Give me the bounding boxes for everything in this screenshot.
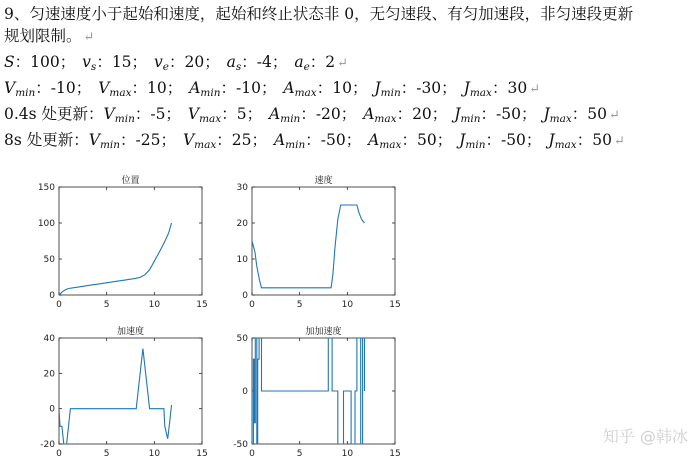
param-value: ：-25； xyxy=(120,131,176,149)
paragraph-mark-icon: ↵ xyxy=(83,30,95,45)
series-line xyxy=(59,223,172,295)
y-tick-label: 20 xyxy=(43,369,55,380)
x-tick-label: 5 xyxy=(103,449,110,459)
y-tick-label: 0 xyxy=(49,291,55,301)
param-subscript: min xyxy=(285,139,306,151)
param-subscript: max xyxy=(199,113,222,125)
paragraph-mark-icon: ↵ xyxy=(337,56,349,71)
param-value: ：20； xyxy=(168,53,220,71)
x-tick-label: 10 xyxy=(148,449,161,459)
param-subscript: max xyxy=(109,87,132,99)
param-value: ：10； xyxy=(316,79,368,97)
param-value: ：50 xyxy=(571,105,608,123)
param-subscript: max xyxy=(469,87,492,99)
param-subscript: max xyxy=(379,139,402,151)
param-symbol: A xyxy=(269,105,281,123)
series-line xyxy=(59,349,172,444)
param-symbol: J xyxy=(463,79,470,97)
param-symbol: A xyxy=(283,79,295,97)
param-symbol: v xyxy=(82,53,91,71)
x-tick-label: 5 xyxy=(296,300,303,310)
x-tick-label: 15 xyxy=(389,300,401,310)
param-symbol: S xyxy=(4,53,15,71)
param-symbol: V xyxy=(187,105,200,123)
param-value: ：-10； xyxy=(220,79,277,97)
param-subscript: s xyxy=(235,61,242,73)
param-subscript: min xyxy=(114,113,135,125)
param-symbol: A xyxy=(368,131,380,149)
series-line xyxy=(252,205,365,288)
param-value: ：30 xyxy=(491,79,528,97)
x-tick-label: 5 xyxy=(296,449,303,459)
row-prefix: 8s 处更新： xyxy=(4,131,89,149)
param-symbol: V xyxy=(103,105,115,123)
param-value: ：-50； xyxy=(485,131,542,149)
x-tick-label: 15 xyxy=(196,300,208,310)
x-tick-label: 15 xyxy=(389,449,401,459)
y-tick-label: 0 xyxy=(242,387,248,397)
y-tick-label: 50 xyxy=(236,334,248,344)
x-tick-label: 10 xyxy=(148,300,161,310)
param-value: ：100； xyxy=(14,53,76,71)
paragraph-mark-icon: ↵ xyxy=(613,134,625,149)
param-value: ：-50； xyxy=(305,131,362,149)
subplot-title: 位置 xyxy=(121,176,140,186)
y-tick-label: -50 xyxy=(233,440,248,450)
param-subscript: min xyxy=(465,139,486,151)
y-tick-label: -20 xyxy=(40,440,55,450)
y-tick-label: 50 xyxy=(43,255,55,265)
x-tick-label: 0 xyxy=(249,300,255,310)
param-subscript: min xyxy=(200,87,221,99)
param-value: ：50； xyxy=(401,131,453,149)
x-tick-label: 0 xyxy=(56,300,62,310)
param-symbol: a xyxy=(226,53,236,71)
row-prefix: 0.4s 处更新： xyxy=(4,105,104,123)
param-value: ：5； xyxy=(221,105,263,123)
subplot-2 xyxy=(237,174,401,310)
param-symbol: V xyxy=(4,79,16,97)
param-subscript: min xyxy=(280,113,301,125)
param-symbol: a xyxy=(294,53,304,71)
y-tick-label: 0 xyxy=(49,404,55,415)
x-tick-label: 0 xyxy=(249,449,255,459)
param-symbol: V xyxy=(182,131,195,149)
subplot-3 xyxy=(40,325,207,459)
x-tick-label: 10 xyxy=(341,449,354,459)
param-subscript: min xyxy=(15,87,36,99)
y-tick-label: 100 xyxy=(37,219,55,229)
param-value: ：15； xyxy=(96,53,148,71)
param-symbol: J xyxy=(459,131,466,149)
subplot-title: 加加速度 xyxy=(305,327,342,337)
line-2-text: 规划限制。 xyxy=(4,27,82,45)
param-symbol: J xyxy=(374,79,381,97)
series-line xyxy=(252,338,365,444)
param-value: ：25； xyxy=(216,131,268,149)
param-value: ：-5； xyxy=(134,105,181,123)
param-subscript: min xyxy=(99,139,121,151)
param-subscript: e xyxy=(162,61,169,73)
param-symbol: J xyxy=(548,131,555,149)
subplot-4 xyxy=(233,325,400,459)
param-value: ：10； xyxy=(131,79,183,97)
param-value: ：-10； xyxy=(35,79,92,97)
param-subscript: s xyxy=(90,61,97,73)
axes-frame xyxy=(252,187,395,295)
param-subscript: max xyxy=(294,87,317,99)
paragraph-mark-icon: ↵ xyxy=(609,108,620,123)
param-symbol: A xyxy=(273,131,286,149)
param-subscript: min xyxy=(380,87,401,99)
y-tick-label: 40 xyxy=(43,334,55,344)
y-tick-label: 0 xyxy=(242,291,248,301)
y-tick-label: 10 xyxy=(236,255,248,265)
line-1-text: 9、匀速速度小于起始和速度，起始和终止状态非 0，无匀速段、有匀加速段，非匀速段更新 xyxy=(4,5,634,23)
subplot-title: 速度 xyxy=(314,176,333,186)
subplot-title: 加速度 xyxy=(116,327,145,337)
y-tick-label: 30 xyxy=(236,183,248,193)
param-value: ：-20； xyxy=(300,105,357,123)
subplot-1 xyxy=(38,174,208,310)
param-value: ：2 xyxy=(309,53,336,71)
param-subscript: max xyxy=(554,139,577,151)
x-tick-label: 10 xyxy=(341,300,354,310)
x-tick-label: 15 xyxy=(196,449,208,459)
param-symbol: A xyxy=(363,105,375,123)
param-value: ：-50； xyxy=(480,105,537,123)
param-subscript: min xyxy=(460,113,481,125)
param-symbol: V xyxy=(88,131,100,149)
param-subscript: max xyxy=(374,113,397,125)
param-symbol: V xyxy=(98,79,110,97)
param-subscript: max xyxy=(194,139,217,151)
param-value: ：-4； xyxy=(241,53,288,71)
axes-frame xyxy=(59,338,202,444)
paragraph-mark-icon: ↵ xyxy=(529,82,541,97)
param-symbol: J xyxy=(454,105,461,123)
param-symbol: J xyxy=(543,105,550,123)
param-subscript: e xyxy=(303,61,310,73)
watermark: 知乎 @韩冰 xyxy=(602,427,688,446)
x-tick-label: 5 xyxy=(103,300,110,310)
x-tick-label: 0 xyxy=(56,449,62,459)
param-symbol: v xyxy=(153,53,163,71)
param-value: ：50 xyxy=(576,131,612,149)
y-tick-label: 20 xyxy=(236,219,248,229)
param-value: ：-30； xyxy=(400,79,457,97)
param-symbol: A xyxy=(189,79,201,97)
param-subscript: max xyxy=(549,113,572,125)
param-value: ：20； xyxy=(396,105,448,123)
y-tick-label: 150 xyxy=(37,183,55,193)
